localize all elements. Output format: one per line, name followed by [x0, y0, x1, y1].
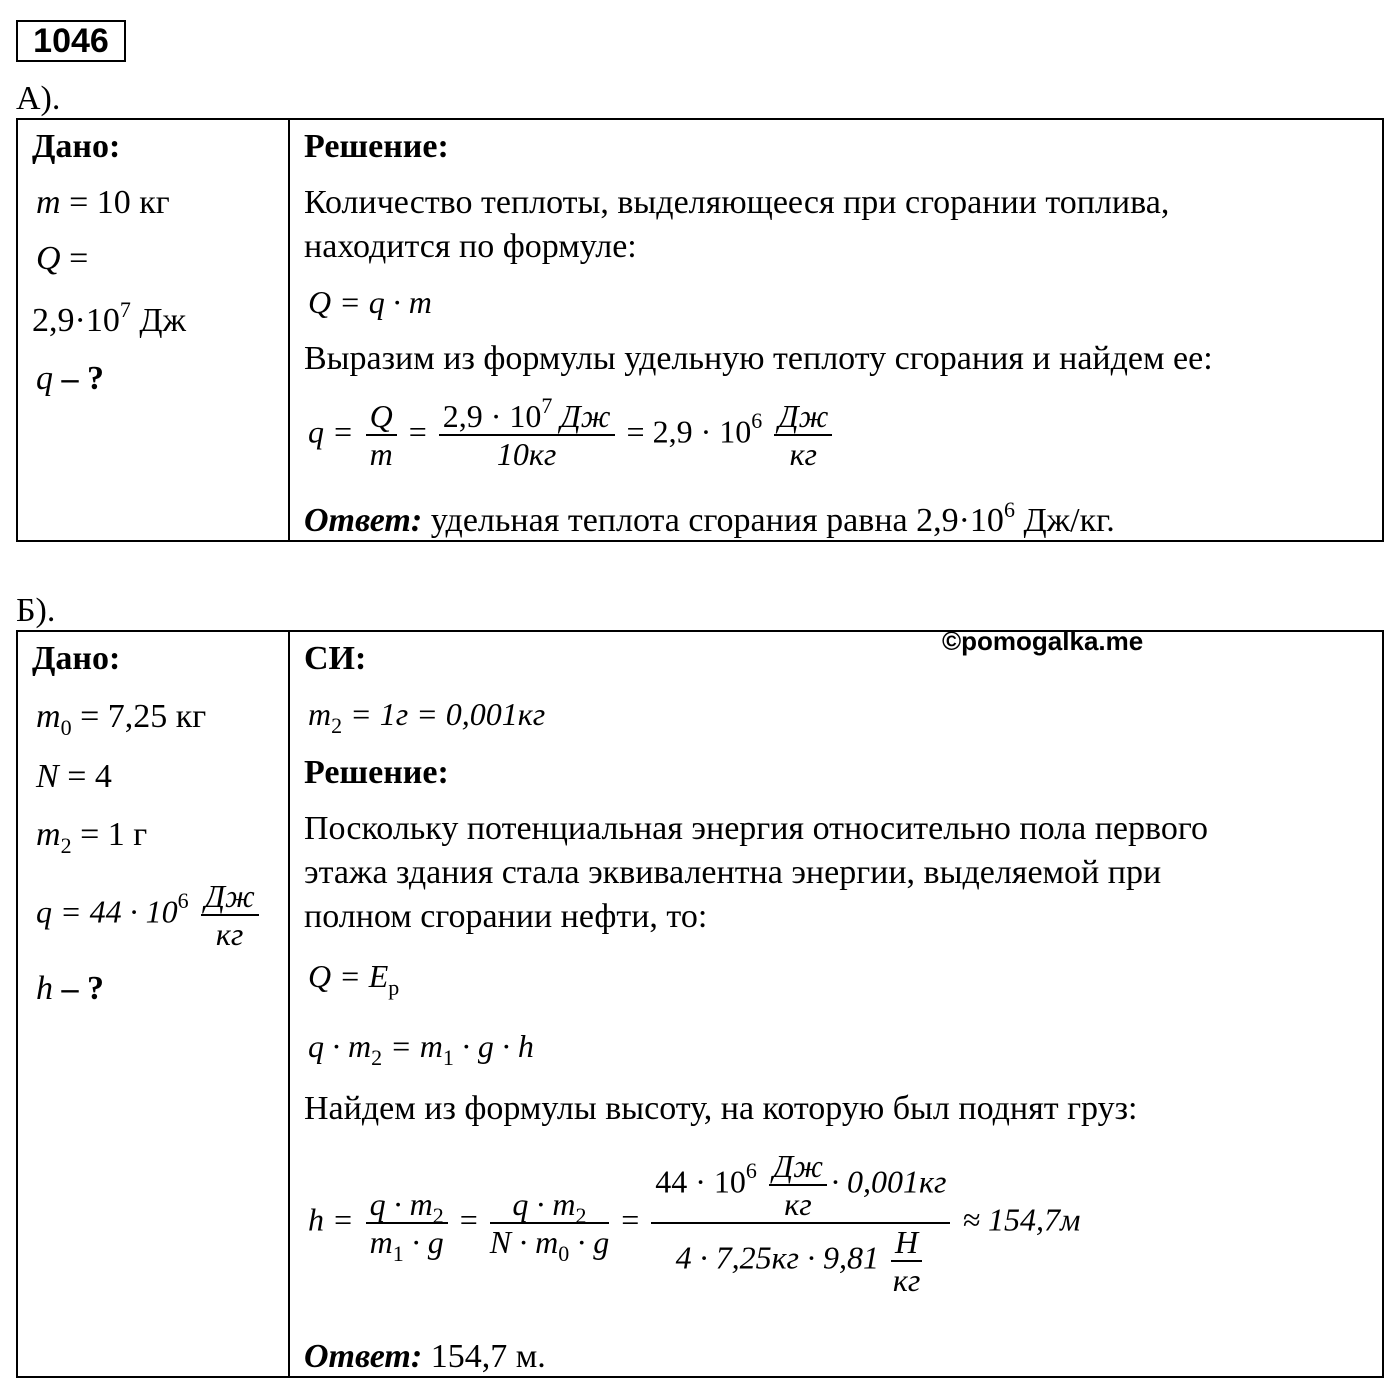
- watermark: ©pomogalka.me: [942, 626, 1144, 656]
- given-title: Дано:: [32, 128, 121, 165]
- given-mass: m = 10 кг: [36, 184, 170, 221]
- given-mass-0: $m_0 = 7,25$ кг: [36, 698, 207, 740]
- part-b-label: Б).: [16, 592, 56, 629]
- text-line: Выразим из формулы удельную теплоту сгорания и найдем ее:: [304, 340, 1213, 377]
- part-a-solution-cell: [289, 119, 1383, 541]
- text-line: Найдем из формулы высоту, на которую был поднят груз:: [304, 1090, 1138, 1127]
- si-title: СИ:: [304, 640, 367, 677]
- si-conversion: $m_2 = 1г = 0,001кг$: [308, 696, 546, 738]
- formula-balance: $q \cdot m_2 = m_1 \cdot g \cdot h$: [308, 1028, 534, 1070]
- formula-height: h = $\frac{q \cdot m_2}{m_1 \cdot g}$ = $\frac{q \cdot m_2}{N \cdot m_0 \cdot g}$ = $44 \cdot 10^6$ $\frac{Дж}{кг}$ · 0,001кг 4 · 7,25кг · 9,81 $\frac{Н}{кг}$ ≈ 154,7м: [308, 1148, 1081, 1298]
- given-floors: N = 4: [36, 758, 112, 795]
- solution-title: Решение:: [304, 754, 449, 791]
- answer: Ответ: удельная теплота сгорания равна $2,9\cdot 10^6$ Дж/кг.: [304, 497, 1115, 539]
- text-line: находится по формуле:: [304, 228, 637, 265]
- part-a-given-cell: [17, 119, 289, 541]
- formula-specific-heat: q = $\frac{Q}{m}$ = $\frac{2,9 \cdot 10^7 Дж}{10кг}$ = $2,9 \cdot 10^6$ $\frac{Дж}{кг}$: [308, 400, 836, 470]
- formula-energy: $Q = E_p$: [308, 958, 400, 1000]
- problem-number: 1046: [16, 20, 126, 62]
- part-a-label: А).: [16, 80, 61, 117]
- part-b-solution-cell: [289, 626, 1383, 1377]
- given-find: q – ?: [36, 360, 104, 397]
- part-b-table: [16, 626, 1384, 1378]
- text-line: полном сгорании нефти, то:: [304, 898, 708, 935]
- answer: Ответ: 154,7 м.: [304, 1338, 546, 1375]
- solution-title: Решение:: [304, 128, 449, 165]
- given-mass-2: $m_2 = 1$ г: [36, 816, 148, 858]
- text-line: этажа здания стала эквивалентна энергии, выделяемой при: [304, 854, 1162, 891]
- formula-heat: Q = q · m: [308, 284, 432, 320]
- given-heat-label: Q =: [36, 240, 89, 277]
- text-line: Количество теплоты, выделяющееся при сгорании топлива,: [304, 184, 1170, 221]
- part-a-table: [16, 118, 1384, 542]
- given-title: Дано:: [32, 640, 121, 677]
- given-specific-heat: $q = 44 \cdot 10^6$ $\frac{Дж}{кг}$: [36, 880, 263, 950]
- given-find: h – ?: [36, 970, 104, 1007]
- part-b-given-cell: [17, 631, 289, 1377]
- given-heat-value: $2,9\cdot 10^7$ Дж: [32, 297, 187, 339]
- text-line: Поскольку потенциальная энергия относительно пола первого: [304, 810, 1208, 847]
